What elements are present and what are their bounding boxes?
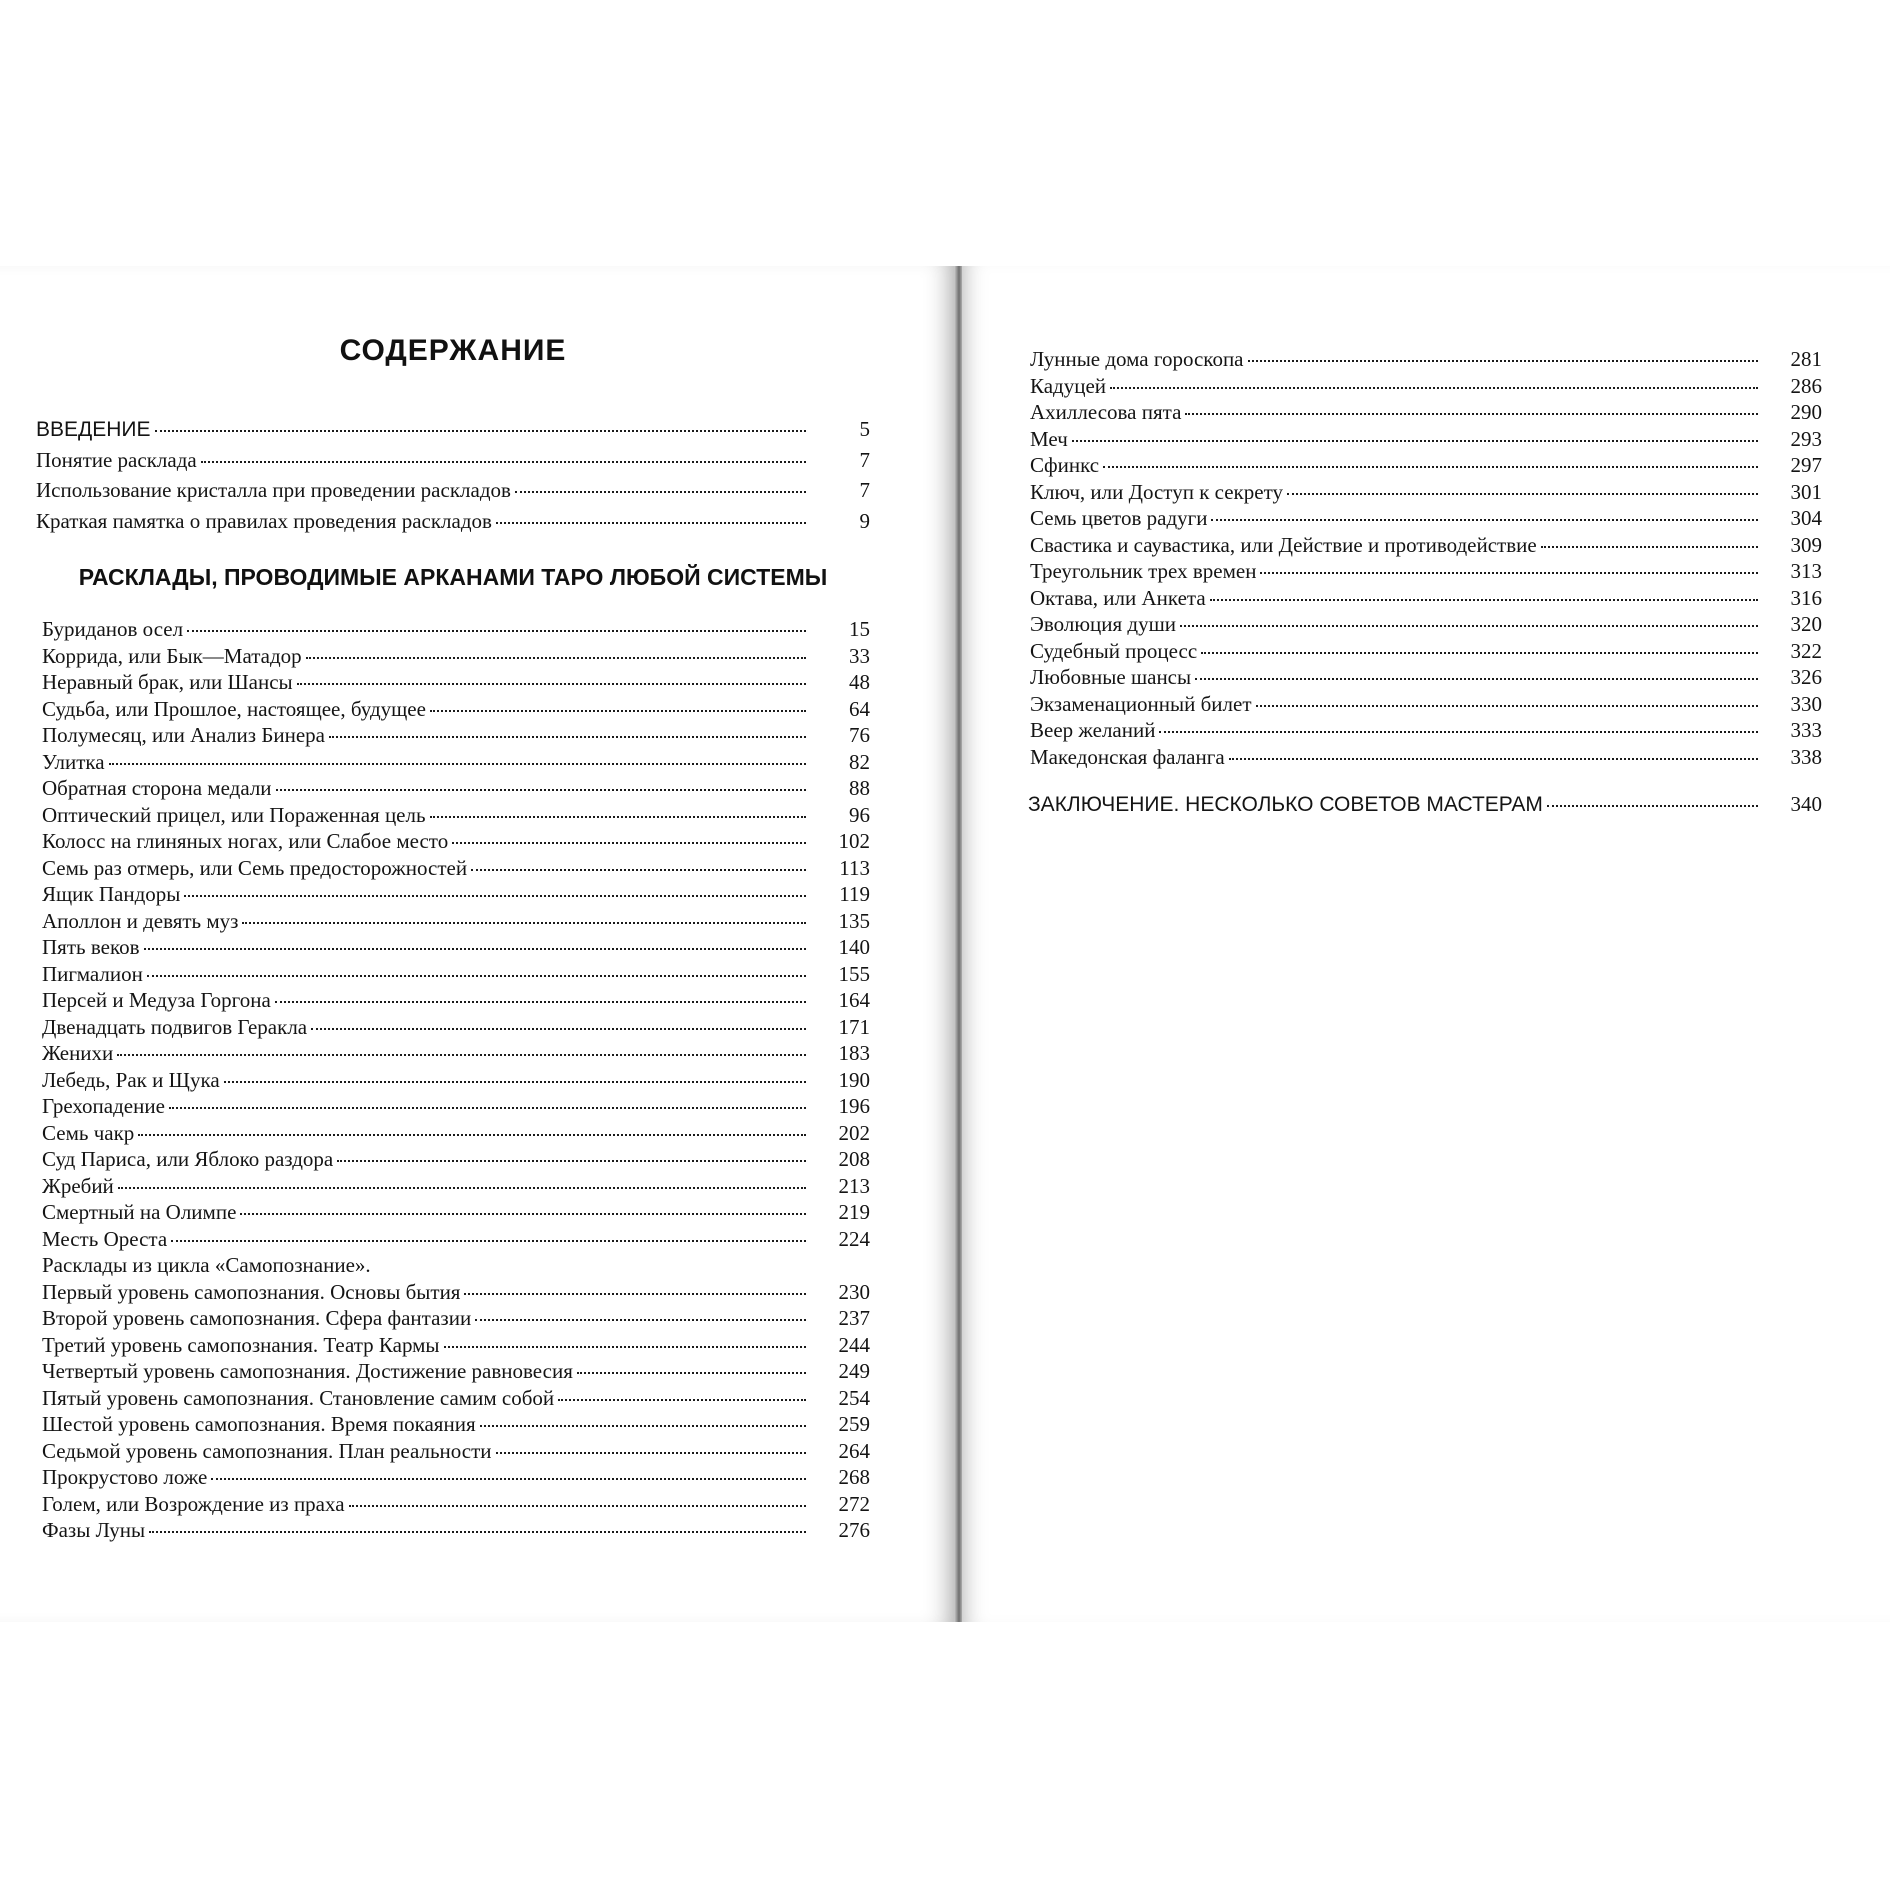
dot-leader <box>171 1240 806 1242</box>
toc-entry <box>42 1332 870 1359</box>
toc-entry-title: Смертный на Олимпе <box>42 1200 237 1224</box>
toc-entry <box>42 1517 870 1544</box>
toc-entry <box>1030 479 1822 506</box>
toc-entry-title: Прокрустово ложе <box>42 1465 208 1489</box>
toc-entry <box>42 961 870 988</box>
toc-entry <box>36 506 870 537</box>
toc-entry <box>42 1358 870 1385</box>
dot-leader <box>452 842 806 844</box>
toc-entry-title: Пять веков <box>42 935 140 959</box>
toc-entry <box>42 1279 870 1306</box>
toc-entry-title: Македонская фаланга <box>1030 744 1225 769</box>
toc-entry-title: Четвертый уровень самопознания. Достижение равновесия <box>42 1359 573 1383</box>
dot-leader <box>1201 652 1758 654</box>
dot-leader <box>275 1001 806 1003</box>
toc-page-number: 290 <box>1790 400 1822 424</box>
dot-leader <box>430 710 806 712</box>
toc-entry <box>36 414 870 445</box>
toc-page-number: 5 <box>859 417 870 441</box>
toc-entry-title: Пятый уровень самопознания. Становление самим собой <box>42 1385 555 1410</box>
toc-intro-list <box>36 414 870 536</box>
toc-page-number: 208 <box>838 1147 870 1171</box>
toc-entry-title: Использование кристалла при проведении раскладов <box>36 478 511 502</box>
toc-entry <box>1030 611 1822 638</box>
toc-entry <box>36 445 870 476</box>
dot-leader <box>1547 805 1758 807</box>
toc-entry-title: Любовные шансы <box>1030 665 1192 689</box>
toc-entry <box>1030 505 1822 532</box>
toc-page-number: 9 <box>859 508 870 533</box>
toc-entry-title: Колосс на глиняных ногах, или Слабое место <box>42 829 449 853</box>
toc-entry-title: Оптический прицел, или Пораженная цель <box>42 802 426 827</box>
toc-page-number: 171 <box>838 1014 870 1039</box>
section-title: РАСКЛАДЫ, ПРОВОДИМЫЕ АРКАНАМИ ТАРО ЛЮБОЙ СИСТЕМЫ <box>78 564 828 590</box>
toc-entry-title: Седьмой уровень самопознания. План реальности <box>42 1438 492 1463</box>
toc-page-number: 301 <box>1790 479 1822 504</box>
toc-entry <box>42 881 870 908</box>
dot-leader <box>471 869 806 871</box>
toc-entry-title: Коррида, или Бык—Матадор <box>42 643 302 668</box>
toc-entry <box>1030 452 1822 479</box>
dot-leader <box>240 1213 806 1215</box>
toc-page-number: 326 <box>1790 665 1822 689</box>
left-page <box>0 266 958 1622</box>
toc-page-number: 140 <box>838 935 870 959</box>
toc-entry-title: Лунные дома гороскопа <box>1030 347 1244 371</box>
toc-page-number: 276 <box>838 1518 870 1542</box>
toc-entry <box>1030 664 1822 691</box>
toc-page-number: 7 <box>859 478 870 502</box>
toc-page-number: 196 <box>838 1094 870 1118</box>
toc-entry <box>1030 691 1822 718</box>
dot-leader <box>1072 440 1758 442</box>
toc-conclusion-entry <box>1028 791 1822 818</box>
dot-leader <box>329 736 806 738</box>
toc-entry <box>42 1385 870 1412</box>
toc-entry-title: Семь цветов радуги <box>1030 506 1208 530</box>
toc-page-number: 297 <box>1790 453 1822 477</box>
toc-page-number: 309 <box>1790 532 1822 557</box>
dot-leader <box>444 1346 806 1348</box>
toc-entry-title: Жребий <box>42 1173 114 1198</box>
toc-entry <box>1030 638 1822 665</box>
toc-entry <box>42 1173 870 1200</box>
toc-page-number: 293 <box>1790 426 1822 451</box>
toc-page-number: 281 <box>1790 347 1822 371</box>
toc-page-number: 202 <box>838 1120 870 1145</box>
dot-leader <box>577 1372 806 1374</box>
toc-entry <box>1030 346 1822 373</box>
toc-entry-title: Сфинкс <box>1030 453 1100 477</box>
toc-page-number: 7 <box>859 447 870 472</box>
dot-leader <box>242 922 806 924</box>
toc-entry-title: Кадуцей <box>1030 373 1107 398</box>
toc-entry <box>42 1411 870 1438</box>
toc-entry <box>42 1093 870 1120</box>
toc-entry-title: Пигмалион <box>42 961 143 986</box>
toc-main-list <box>42 616 870 1544</box>
contents-title: СОДЕРЖАНИЕ <box>339 334 567 367</box>
dot-leader <box>187 630 806 632</box>
toc-entry <box>42 855 870 882</box>
toc-page-number: 268 <box>838 1465 870 1489</box>
dot-leader <box>224 1081 806 1083</box>
toc-page-number: 244 <box>838 1332 870 1357</box>
toc-entry-title: Полумесяц, или Анализ Бинера <box>42 723 325 747</box>
dot-leader <box>118 1187 806 1189</box>
toc-entry-title: Буриданов осел <box>42 617 184 641</box>
dot-leader <box>201 461 806 463</box>
toc-page-number: 254 <box>838 1385 870 1410</box>
toc-entry-title: Краткая памятка о правилах проведения раскладов <box>36 508 492 533</box>
toc-entry <box>1030 399 1822 426</box>
right-page <box>962 266 1890 1622</box>
toc-page-number: 164 <box>838 988 870 1012</box>
toc-page-number: 96 <box>849 802 870 827</box>
dot-leader <box>1229 758 1758 760</box>
dot-leader <box>155 430 806 432</box>
toc-entry <box>1030 532 1822 559</box>
dot-leader <box>149 1531 806 1533</box>
toc-page-number: 224 <box>838 1226 870 1251</box>
toc-entry-title: Неравный брак, или Шансы <box>42 670 293 694</box>
toc-entry-title: Персей и Медуза Горгона <box>42 988 271 1012</box>
toc-page-number: 316 <box>1790 585 1822 610</box>
dot-leader <box>138 1134 806 1136</box>
toc-entry-title: Свастика и саувастика, или Действие и противодействие <box>1030 532 1537 557</box>
toc-entry <box>42 1305 870 1332</box>
dot-leader <box>297 683 806 685</box>
dot-leader <box>1260 572 1758 574</box>
dot-leader <box>117 1054 806 1056</box>
toc-page-number: 322 <box>1790 638 1822 663</box>
toc-entry-title: Веер желаний <box>1030 718 1156 742</box>
dot-leader <box>147 975 806 977</box>
toc-entry-title: ЗАКЛЮЧЕНИЕ. НЕСКОЛЬКО СОВЕТОВ МАСТЕРАМ <box>1028 793 1543 816</box>
toc-page-number: 219 <box>838 1200 870 1224</box>
toc-entry <box>42 1491 870 1518</box>
dot-leader <box>169 1107 806 1109</box>
toc-entry-title: Ахиллесова пята <box>1030 400 1182 424</box>
toc-entry <box>42 1438 870 1465</box>
toc-page-number: 48 <box>849 670 870 694</box>
toc-entry-title: Голем, или Возрождение из праха <box>42 1491 345 1516</box>
toc-entry-title: Эволюция души <box>1030 612 1177 636</box>
toc-entry <box>42 1040 870 1067</box>
dot-leader <box>184 895 806 897</box>
toc-page-number: 259 <box>838 1412 870 1436</box>
toc-entry <box>42 1067 870 1094</box>
dot-leader <box>1256 705 1758 707</box>
toc-entry-title: Шестой уровень самопознания. Время покаяния <box>42 1412 476 1436</box>
dot-leader <box>1211 519 1758 521</box>
dot-leader <box>109 763 806 765</box>
toc-entry-title: Грехопадение <box>42 1094 165 1118</box>
toc-entry <box>42 987 870 1014</box>
toc-entry <box>1030 373 1822 400</box>
toc-right-list <box>1030 346 1822 770</box>
toc-page-number: 113 <box>839 855 870 880</box>
toc-entry <box>42 1199 870 1226</box>
dot-leader <box>349 1505 806 1507</box>
toc-entry-title: Месть Ореста <box>42 1226 168 1251</box>
toc-page-number: 304 <box>1790 506 1822 530</box>
toc-entry-title: Женихи <box>42 1041 114 1065</box>
toc-entry <box>42 934 870 961</box>
toc-entry-title: Лебедь, Рак и Щука <box>42 1067 220 1092</box>
toc-page-number: 249 <box>838 1359 870 1383</box>
dot-leader <box>558 1399 806 1401</box>
toc-entry-title: Второй уровень самопознания. Сфера фантазии <box>42 1306 472 1330</box>
toc-entry-title: Меч <box>1030 426 1068 451</box>
toc-entry <box>36 475 870 506</box>
toc-entry-title: Судебный процесс <box>1030 638 1198 663</box>
toc-entry <box>42 908 870 935</box>
toc-entry-title: Октава, или Анкета <box>1030 585 1206 610</box>
toc-entry <box>1030 744 1822 771</box>
dot-leader <box>496 1452 806 1454</box>
toc-page-number: 333 <box>1790 718 1822 742</box>
dot-leader <box>1248 360 1758 362</box>
toc-entry <box>42 749 870 776</box>
toc-entry <box>42 616 870 643</box>
toc-entry <box>42 696 870 723</box>
toc-entry <box>1030 558 1822 585</box>
dot-leader <box>144 948 807 950</box>
toc-page-number: 33 <box>849 643 870 668</box>
toc-entry-title: Улитка <box>42 749 105 774</box>
toc-page-number: 230 <box>838 1279 870 1304</box>
toc-entry <box>42 1014 870 1041</box>
toc-page-number: 102 <box>838 829 870 853</box>
toc-entry <box>42 722 870 749</box>
toc-page-number: 213 <box>838 1173 870 1198</box>
toc-entry-title: Понятие расклада <box>36 447 197 472</box>
toc-page-number: 155 <box>838 961 870 986</box>
toc-page-number: 135 <box>838 908 870 933</box>
dot-leader <box>276 789 806 791</box>
dot-leader <box>1180 625 1758 627</box>
toc-entry <box>42 1252 870 1279</box>
toc-page-number: 64 <box>849 696 870 721</box>
dot-leader <box>1159 731 1758 733</box>
toc-entry-title: Ключ, или Доступ к секрету <box>1030 479 1283 504</box>
toc-entry-title: Расклады из цикла «Самопознание». <box>42 1253 371 1277</box>
toc-entry-title: Фазы Луны <box>42 1518 146 1542</box>
toc-entry-title: Двенадцать подвигов Геракла <box>42 1014 308 1039</box>
dot-leader <box>211 1478 806 1480</box>
dot-leader <box>496 522 806 524</box>
dot-leader <box>475 1319 806 1321</box>
toc-entry-title: Суд Париса, или Яблоко раздора <box>42 1147 334 1171</box>
toc-entry <box>42 828 870 855</box>
toc-page-number: 330 <box>1790 691 1822 716</box>
toc-conclusion-list <box>1028 791 1822 818</box>
dot-leader <box>464 1293 806 1295</box>
toc-entry-title: Обратная сторона медали <box>42 776 272 800</box>
dot-leader <box>480 1425 806 1427</box>
toc-entry-title: Ящик Пандоры <box>42 882 181 906</box>
toc-page-number: 264 <box>838 1438 870 1463</box>
toc-page-number: 82 <box>849 749 870 774</box>
toc-page-number: 320 <box>1790 612 1822 636</box>
dot-leader <box>1541 546 1758 548</box>
toc-entry <box>1030 585 1822 612</box>
toc-page-number: 15 <box>849 617 870 641</box>
dot-leader <box>1185 413 1758 415</box>
toc-entry <box>42 1120 870 1147</box>
toc-entry <box>1030 426 1822 453</box>
toc-page-number: 88 <box>849 776 870 800</box>
toc-entry <box>42 643 870 670</box>
toc-page-number: 272 <box>838 1491 870 1516</box>
toc-entry <box>42 669 870 696</box>
toc-entry <box>42 775 870 802</box>
toc-entry <box>42 1146 870 1173</box>
toc-page-number: 183 <box>838 1041 870 1065</box>
toc-entry-title: Семь раз отмерь, или Семь предосторожностей <box>42 855 468 880</box>
toc-page-number: 76 <box>849 723 870 747</box>
toc-entry-title: Семь чакр <box>42 1120 135 1145</box>
toc-entry <box>42 1226 870 1253</box>
toc-entry-title: ВВЕДЕНИЕ <box>36 418 151 441</box>
toc-entry-title: Треугольник трех времен <box>1030 559 1257 583</box>
dot-leader <box>430 816 806 818</box>
dot-leader <box>311 1028 806 1030</box>
toc-page-number: 286 <box>1790 373 1822 398</box>
toc-page-number: 340 <box>1790 792 1822 816</box>
toc-entry-title: Третий уровень самопознания. Театр Кармы <box>42 1332 440 1357</box>
dot-leader <box>306 657 806 659</box>
toc-page-number: 119 <box>839 882 870 906</box>
toc-entry-title: Экзаменационный билет <box>1030 691 1252 716</box>
toc-entry <box>42 1464 870 1491</box>
toc-page-number: 313 <box>1790 559 1822 583</box>
toc-entry-title: Судьба, или Прошлое, настоящее, будущее <box>42 696 426 721</box>
toc-entry <box>42 802 870 829</box>
dot-leader <box>1195 678 1758 680</box>
dot-leader <box>337 1160 806 1162</box>
dot-leader <box>1210 599 1758 601</box>
toc-entry-title: Первый уровень самопознания. Основы бытия <box>42 1279 461 1304</box>
dot-leader <box>515 491 806 493</box>
dot-leader <box>1287 493 1758 495</box>
toc-page-number: 237 <box>838 1306 870 1330</box>
dot-leader <box>1103 466 1758 468</box>
toc-page-number: 190 <box>838 1067 870 1092</box>
toc-entry <box>1030 717 1822 744</box>
toc-entry-title: Аполлон и девять муз <box>42 908 239 933</box>
dot-leader <box>1110 387 1758 389</box>
toc-page-number: 338 <box>1790 744 1822 769</box>
